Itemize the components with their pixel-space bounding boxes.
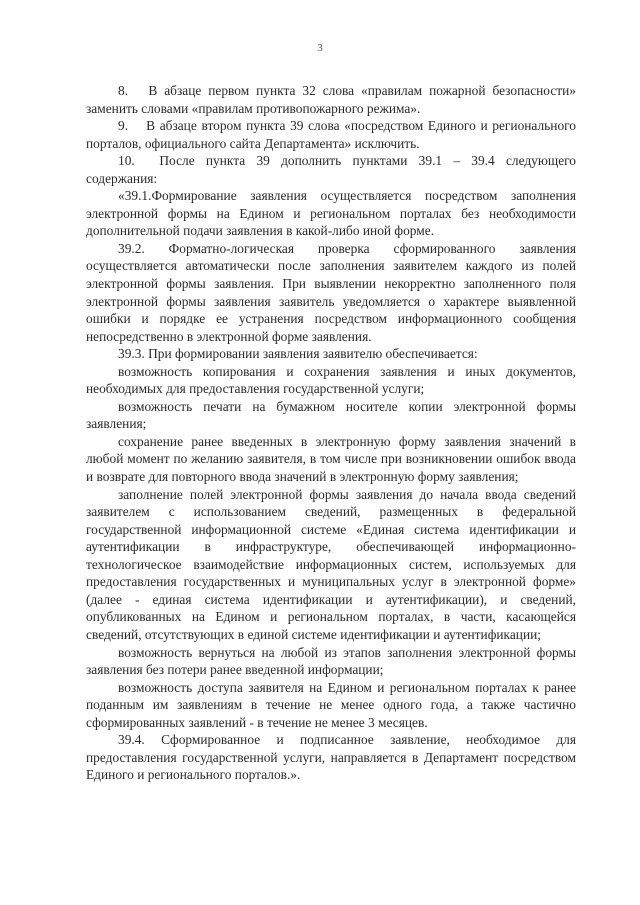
list-item-return: возможность вернуться на любой из этапов заполнения электронной формы заявления без потери ранее введенной информации; [86,644,576,678]
page-number: 3 [317,42,323,54]
document-body [86,82,576,784]
paragraph-item-10: 10. После пункта 39 дополнить пунктами 39.1 – 39.4 следующего содержания: [86,153,576,186]
list-item-copying: возможность копирования и сохранения заявления и иных документов, необходимых для предоставления государственной услуги; [86,363,576,397]
paragraph-item-8: 8. В абзаце первом пункта 32 слова «правилам пожарной безопасности» заменить словами «правилам противопожарного режима». [86,83,576,116]
paragraph-item-9: 9. В абзаце втором пункта 39 слова «посредством Единого и регионального порталов, официального сайта Департамента» исключить. [86,118,576,151]
paragraph-39-4: 39.4. Сформированное и подписанное заявление, необходимое для предоставления государственной услуги, направляется в Департамент посредством Единого и регионального порталов.». [86,732,576,783]
list-item-printing: возможность печати на бумажном носителе копии электронной формы заявления; [86,398,576,432]
paragraph-39-1: «39.1.Формирование заявления осуществляется посредством заполнения электронной формы на Едином и региональном порталах без необходимости дополнительной подачи заявления в какой-либо иной форме. [86,188,576,239]
list-item-saving: сохранение ранее введенных в электронную форму заявления значений в любой момент по желанию заявителя, в том числе при возникновении ошибок ввода и возврате для повторного ввода значений в электронную форму заявления; [86,433,576,485]
paragraph-39-2: 39.2. Форматно-логическая проверка сформированного заявления осуществляется автоматически после заполнения заявителем каждого из полей электронной формы заявления. При выявлении некорректно заполненного поля электронной формы заявления заявитель уведомляется о характере выявленной ошибки и порядке ее устранения посредством информационного сообщения непосредственно в электронной форме заявления. [86,240,576,344]
list-item-autofill: заполнение полей электронной формы заявления до начала ввода сведений заявителем с использованием сведений, размещенных в федеральной государственной информационной системе «Единая система идентификации и аутентификации в инфраструктуре, обеспечивающей информационно-технологическое взаимодействие информационных систем, используемых для предоставления государственных и муниципальных услуг в электронной форме» (далее - единая система идентификации и аутентификации), и сведений, опубликованных на Едином и региональном порталах, в части, касающейся сведений, отсутствующих в единой системе идентификации и аутентификации; [86,486,576,642]
paragraph-39-3: 39.3. При формировании заявления заявителю обеспечивается: [118,346,478,362]
list-item-access: возможность доступа заявителя на Едином и региональном порталах к ранее поданным им заявлениям в течение не менее одного года, а также частично сформированных заявлений - в течение не менее 3 месяцев. [86,679,576,730]
